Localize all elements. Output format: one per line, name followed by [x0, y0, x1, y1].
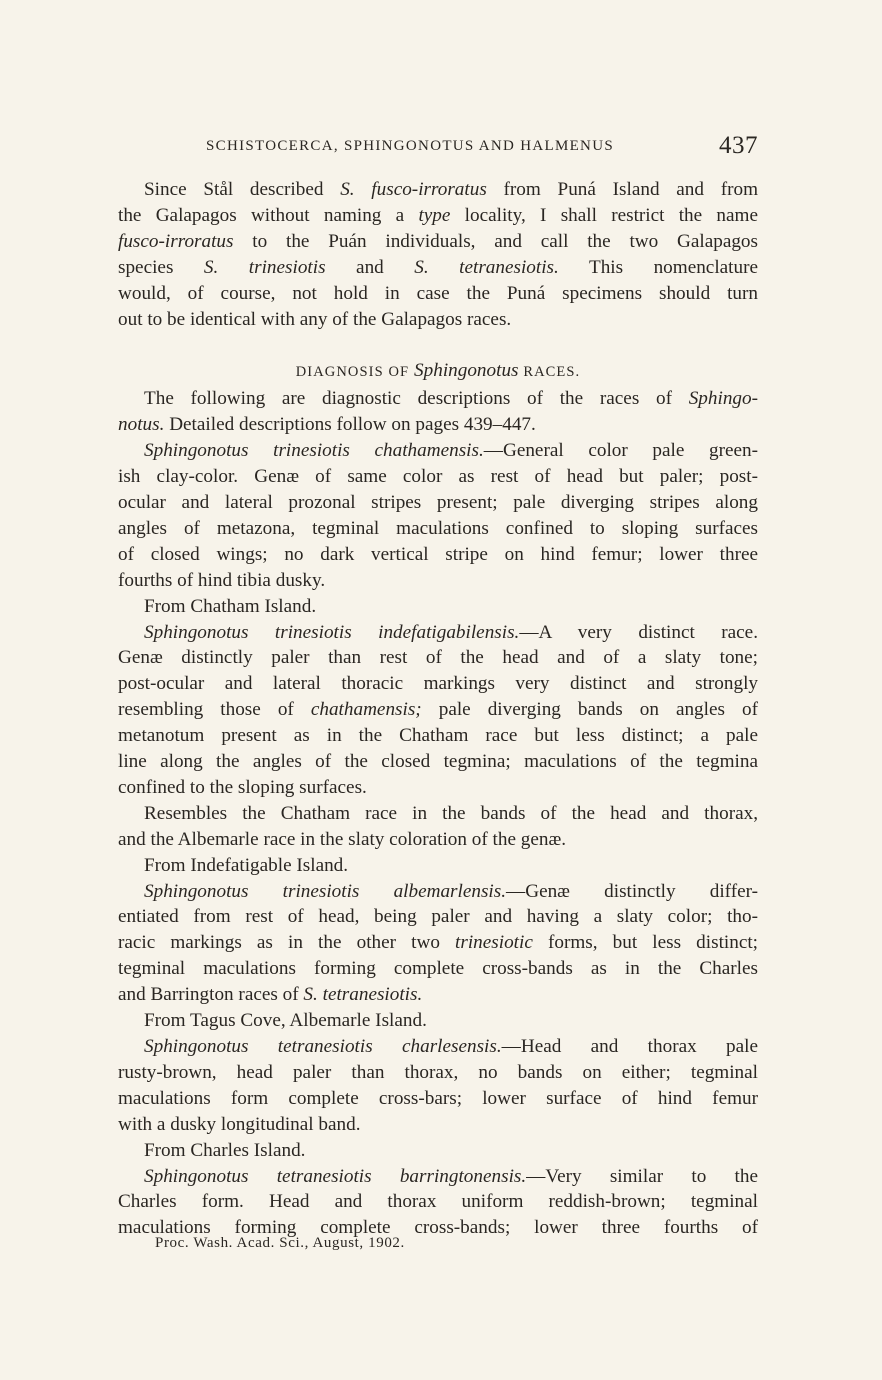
text-line: ocular and lateral prozonal stripes present; pale diverging stripes along — [118, 491, 758, 513]
text-line: Charles form. Head and thorax uniform reddish-brown; tegminal — [118, 1191, 758, 1213]
text-line: resembling those of chathamensis; pale diverging bands on angles of — [118, 699, 758, 721]
text-line: maculations form complete cross-bars; lower surface of hind femur — [118, 1087, 758, 1109]
text-line: Sphingonotus tetranesiotis charlesensis.—Head and thorax pale — [144, 1036, 758, 1057]
running-title: SCHISTOCERCA, SPHINGONOTUS AND HALMENUS — [206, 138, 614, 154]
text-line: Sphingonotus trinesiotis indefatigabilensis.—A very distinct race. — [144, 621, 758, 643]
text-line: with a dusky longitudinal band. — [118, 1113, 361, 1135]
locality-line: From Charles Island. — [144, 1139, 306, 1161]
text-line: rusty-brown, head paler than thorax, no bands on either; tegminal — [118, 1061, 758, 1083]
text-line: species S. trinesiotis and S. tetranesiotis. This nomenclature — [118, 256, 758, 278]
text-line: and the Albemarle race in the slaty coloration of the genæ. — [118, 828, 567, 850]
text-line: fourths of hind tibia dusky. — [118, 569, 326, 591]
section-heading: DIAGNOSIS OF Sphingonotus RACES. — [295, 360, 581, 382]
text-line: fusco-irroratus to the Puán individuals, and call the two Galapagos — [118, 230, 758, 252]
text-line: The following are diagnostic descriptions of the races of Sphingo- — [144, 388, 758, 410]
text-line: Sphingonotus trinesiotis albemarlensis.—Genæ distinctly differ- — [144, 880, 759, 902]
text-line: out to be identical with any of the Galapagos races. — [118, 308, 512, 330]
text-line: Genæ distinctly paler than rest of the head and of a slaty tone; — [118, 647, 758, 669]
text-line: Sphingonotus tetranesiotis barringtonensis.—Very similar to the — [144, 1165, 758, 1187]
text-line: the Galapagos without naming a type locality, I shall restrict the name — [118, 204, 758, 226]
text-line: maculations forming complete cross-bands; lower three fourths of — [118, 1217, 758, 1239]
locality-line: From Tagus Cove, Albemarle Island. — [144, 1010, 427, 1032]
footer-citation: Proc. Wash. Acad. Sci., August, 1902. — [155, 1235, 405, 1251]
text-line: line along the angles of the closed tegmina; maculations of the tegmina — [118, 751, 758, 773]
text-line: of closed wings; no dark vertical stripe on hind femur; lower three — [118, 543, 758, 565]
text-line: post-ocular and lateral thoracic markings very distinct and strongly — [118, 673, 758, 695]
text-line: racic markings as in the other two trinesiotic forms, but less distinct; — [118, 932, 759, 954]
locality-line: From Indefatigable Island. — [144, 854, 349, 876]
text-line: Resembles the Chatham race in the bands of the head and thorax, — [144, 802, 758, 824]
text-line: would, of course, not hold in case the Puná specimens should turn — [118, 282, 758, 304]
text-line: ish clay-color. Genæ of same color as rest of head but paler; post- — [118, 466, 758, 488]
running-head — [118, 132, 758, 160]
page-number: 437 — [719, 132, 758, 159]
text-line: confined to the sloping surfaces. — [118, 776, 367, 798]
text-line: and Barrington races of S. tetranesiotis. — [118, 984, 423, 1006]
body-text — [118, 177, 758, 1241]
text-line: notus. Detailed descriptions follow on pages 439–447. — [118, 414, 536, 436]
text-line: Sphingonotus trinesiotis chathamensis.—General color pale green- — [144, 440, 759, 462]
locality-line: From Chatham Island. — [144, 595, 317, 617]
text-line: entiated from rest of head, being paler and having a slaty color; tho- — [118, 906, 758, 928]
text-line: metanotum present as in the Chatham race but less distinct; a pale — [118, 725, 758, 747]
text-line: angles of metazona, tegminal maculations confined to sloping surfaces — [118, 517, 758, 539]
text-line: tegminal maculations forming complete cross-bands as in the Charles — [118, 958, 758, 980]
text-line: Since Stål described S. fusco-irroratus from Puná Island and from — [144, 179, 758, 200]
